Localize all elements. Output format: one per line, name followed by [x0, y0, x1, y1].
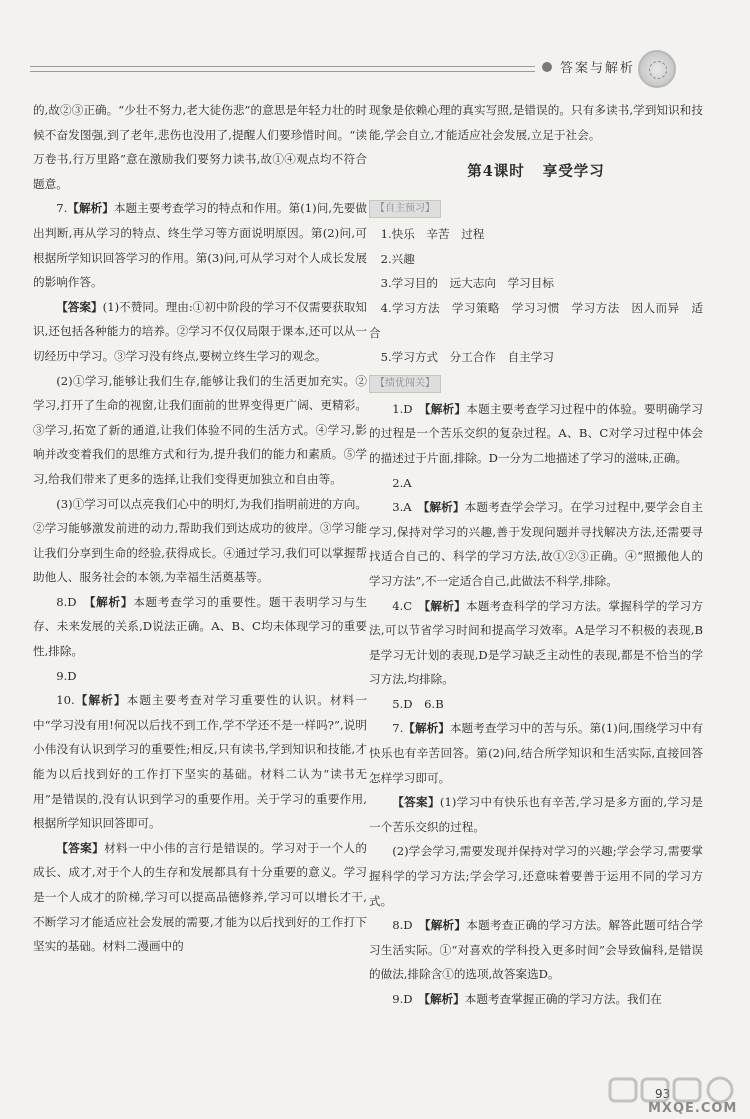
paragraph: 现象是依赖心理的真实写照,是错误的。只有多读书,学到知识和技能,学会自立,才能适应社会发展,立足于社会。	[369, 103, 703, 142]
paragraph: 【答案】(1)学习中有快乐也有辛苦,学习是多方面的,学习是一个苦乐交织的过程。	[369, 795, 703, 834]
answer-line: 5.学习方式 分工合作 自主学习	[380, 350, 554, 365]
watermark-text: MXQE.COM	[648, 1101, 738, 1116]
paragraph: 的,故②③正确。“少壮不努力,老大徒伤悲”的意思是年轻力壮的时候不奋发图强,到了老年,悲伤也没用了,提醒人们要珍惜时间。“读万卷书,行万里路”意在激励我们要努力读书,故①④观点均不符合题意。	[33, 103, 367, 191]
paragraph: 4.C 【解析】本题考查科学的学习方法。掌握科学的学习方法,可以节省学习时间和提高学习效率。A是学习不积极的表现,B是学习无计划的表现,D是学习缺乏主动性的表现,都是不恰当的学习方法,均排除。	[369, 598, 703, 687]
paragraph: 7.【解析】本题主要考查学习的特点和作用。第(1)问,先要做出判断,再从学习的特点、终生学习等方面说明原因。第(2)问,可根据所学知识回答学习的作用。第(3)问,可从学习对个人成长发展的影响作答。	[33, 201, 367, 290]
paragraph: 2.A	[392, 475, 412, 490]
header-rule	[30, 66, 535, 72]
paragraph: (2)学会学习,需要发现并保持对学习的兴趣;学会学习,需要掌握科学的学习方法;学会学习,还意味着要善于运用不同的学习方式。	[369, 844, 703, 908]
answer-line: 4.学习方法 学习策略 学习习惯 学习方法 因人而异 适合	[369, 300, 703, 340]
header-bullet-icon	[542, 62, 552, 72]
paragraph: 【答案】(1)不赞同。理由:①初中阶段的学习不仅需要获取知识,还包括各种能力的培养。②学习不仅仅局限于课本,还可以从一切经历中学习。③学习没有终点,要树立终生学习的观念。	[33, 299, 367, 363]
paragraph: 8.D 【解析】本题考查学习的重要性。题干表明学习与生存、未来发展的关系,D说法正确。A、B、C均未体现学习的重要性,排除。	[33, 594, 367, 659]
answer-line: 1.快乐 辛苦 过程	[380, 227, 485, 242]
paragraph: 9.D	[56, 668, 77, 683]
paragraph: (2)①学习,能够让我们生存,能够让我们的生活更加充实。②学习,打开了生命的视窗,让我们面前的世界变得更广阔、更精彩。③学习,拓宽了新的通道,让我们体验不同的生活方式。④学习,影响并改变着我们的思维方式和行为,提升我们的能力和素质。⑤学习,给我们带来了更多的选择,让我们变得更加独立和自由等。	[33, 373, 367, 486]
paragraph: (3)①学习可以点亮我们心中的明灯,为我们指明前进的方向。②学习能够激发前进的动力,帮助我们到达成功的彼岸。③学习能让我们分享到生命的经验,获得成长。④通过学习,我们可以掌握帮助他人、服务社会的本领,为幸福生活奠基等。	[33, 496, 367, 585]
section-label: 【自主预习】	[369, 200, 441, 218]
paragraph: 1.D 【解析】本题主要考查学习过程中的体验。要明确学习的过程是一个苦乐交织的复杂过程。A、B、C对学习过程中体会的描述过于片面,排除。D一分为二地描述了学习的滋味,正确。	[369, 401, 703, 465]
section-label: 【绩优闯关】	[369, 375, 441, 393]
page-number: 93	[655, 1087, 671, 1101]
lesson-title: 第4课时 享受学习	[467, 163, 605, 181]
paragraph: 10.【解析】本题主要考查对学习重要性的认识。材料一中“学习没有用!何况以后找不到工作,学不学还不是一样吗?”,说明小伟没有认识到学习的重要性;相反,只有读书,学到知识和技能,才能为以后找到好的工作打下坚实的基础。材料二认为“读书无用”是错误的,没有认识到学习的重要作用。关于学习的重要作用,根据所学知识回答即可。	[33, 693, 367, 831]
left-column	[33, 98, 367, 959]
right-column	[369, 98, 703, 1012]
answer-line: 2.兴趣	[380, 251, 415, 266]
page-header	[30, 56, 720, 78]
answer-line: 3.学习目的 远大志向 学习目标	[380, 276, 554, 291]
paragraph: 3.A 【解析】本题考查学会学习。在学习过程中,要学会自主学习,保持对学习的兴趣,善于发现问题并寻找解决方法,还需要寻找适合自己的、科学的学习方法,故①②③正确。④“照搬他人的学习方法”,不一定适合自己,此做法不科学,排除。	[369, 500, 703, 588]
header-title: 答案与解析	[560, 61, 636, 76]
header-emblem-icon	[638, 50, 676, 88]
paragraph: 【答案】材料一中小伟的言行是错误的。学习对于一个人的成长、成才,对于个人的生存和发展都具有十分重要的意义。学习是一个人成才的阶梯,学习可以提高品德修养,学习可以增长才干,不断学习才能适应社会发展的需要,才能为以后找到好的工作打下坚实的基础。材料二漫画中的	[33, 840, 367, 954]
paragraph: 8.D 【解析】本题考查正确的学习方法。解答此题可结合学习生活实际。①“对喜欢的学科投入更多时间”会导致偏科,是错误的做法,排除含①的选项,故答案选D。	[369, 918, 703, 982]
paragraph: 7.【解析】本题考查学习中的苦与乐。第(1)问,围绕学习中有快乐也有辛苦回答。第(2)问,结合所学知识和生活实际,直接回答怎样学习即可。	[369, 721, 703, 785]
paragraph: 5.D 6.B	[392, 696, 444, 711]
paragraph: 9.D 【解析】本题考查掌握正确的学习方法。我们在	[392, 992, 662, 1006]
